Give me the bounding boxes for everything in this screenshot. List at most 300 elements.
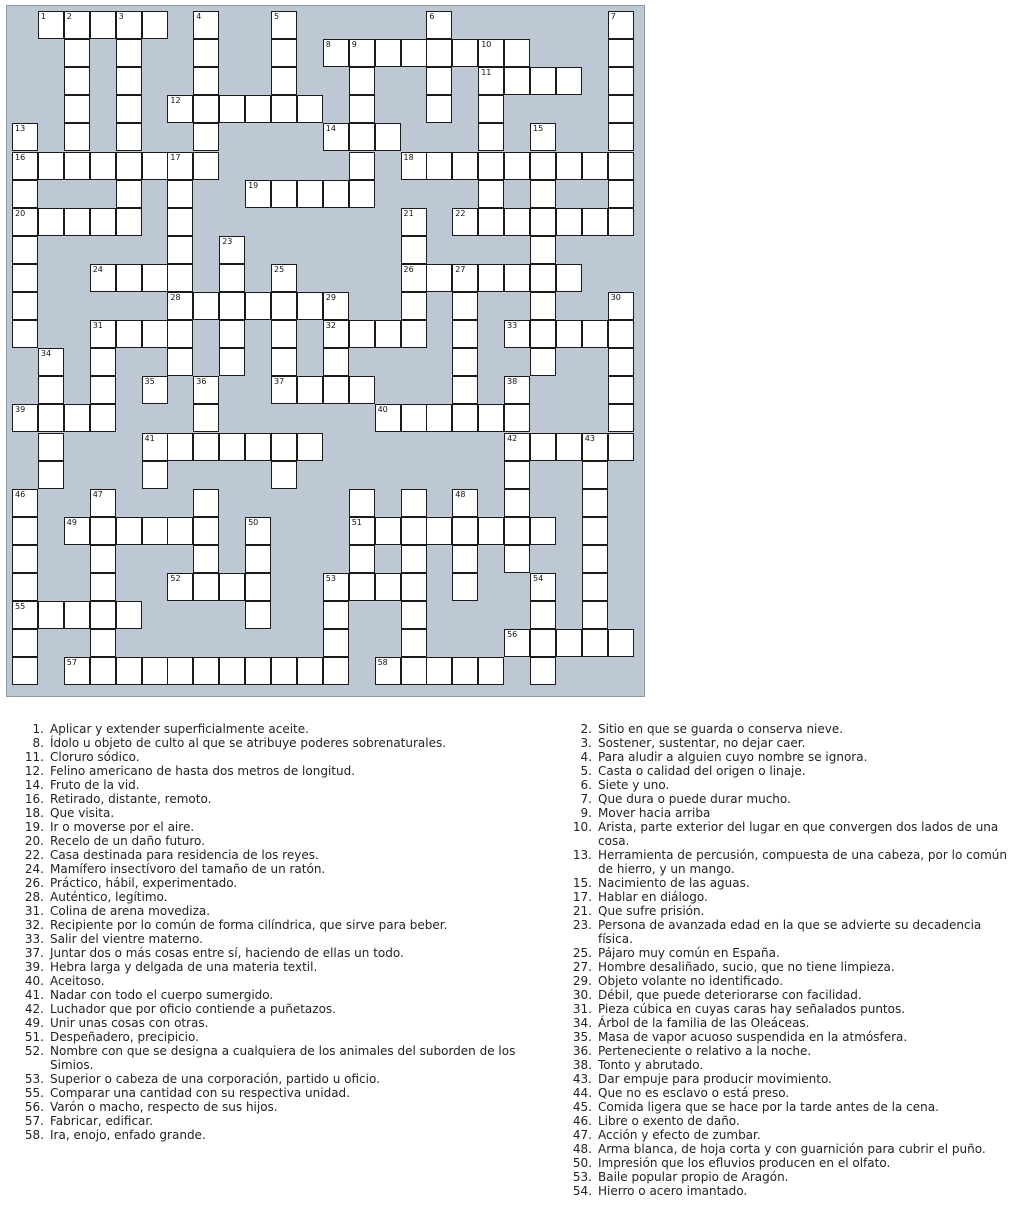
grid-cell[interactable]: [582, 573, 608, 601]
grid-cell[interactable]: [608, 39, 634, 67]
grid-cell[interactable]: [401, 264, 427, 292]
grid-cell[interactable]: [323, 573, 349, 601]
grid-cell[interactable]: [349, 517, 375, 545]
grid-cell[interactable]: [375, 517, 401, 545]
grid-cell[interactable]: [167, 517, 193, 545]
clue-text: Comparar una cantidad con su respectiva unidad.: [50, 1086, 350, 1100]
grid-cell[interactable]: [219, 348, 245, 376]
grid-cell[interactable]: [90, 629, 116, 657]
grid-cell[interactable]: [64, 67, 90, 95]
grid-cell[interactable]: [608, 67, 634, 95]
grid-cell[interactable]: [582, 461, 608, 489]
grid-cell[interactable]: [426, 404, 452, 432]
grid-cell[interactable]: [90, 348, 116, 376]
grid-cell[interactable]: [582, 601, 608, 629]
grid-cell[interactable]: [478, 95, 504, 123]
grid-cell[interactable]: [90, 517, 116, 545]
grid-cell[interactable]: [452, 348, 478, 376]
grid-cell[interactable]: [556, 264, 582, 292]
grid-cell[interactable]: [530, 433, 556, 461]
grid-cell[interactable]: [375, 573, 401, 601]
grid-cell[interactable]: [478, 657, 504, 685]
grid-cell[interactable]: [401, 292, 427, 320]
clue-number: 13.: [572, 848, 592, 862]
grid-cell[interactable]: [582, 152, 608, 180]
grid-cell[interactable]: [478, 404, 504, 432]
cell-number: 14: [325, 124, 336, 134]
grid-cell[interactable]: [271, 657, 297, 685]
grid-cell[interactable]: [142, 152, 168, 180]
grid-cell[interactable]: [530, 601, 556, 629]
grid-cell[interactable]: [142, 461, 168, 489]
grid-cell[interactable]: [271, 39, 297, 67]
grid-cell[interactable]: [582, 489, 608, 517]
grid-cell[interactable]: [556, 433, 582, 461]
grid-cell[interactable]: [116, 95, 142, 123]
grid-cell[interactable]: [64, 123, 90, 151]
grid-cell[interactable]: [452, 489, 478, 517]
grid-cell[interactable]: [271, 376, 297, 404]
grid-cell[interactable]: [12, 517, 38, 545]
grid-cell[interactable]: [193, 404, 219, 432]
grid-cell[interactable]: [38, 461, 64, 489]
grid-cell[interactable]: [116, 123, 142, 151]
grid-cell[interactable]: [64, 601, 90, 629]
grid-cell[interactable]: [452, 292, 478, 320]
grid-cell[interactable]: [297, 292, 323, 320]
grid-cell[interactable]: [349, 545, 375, 573]
grid-cell[interactable]: [478, 39, 504, 67]
grid-cell[interactable]: [90, 657, 116, 685]
grid-cell[interactable]: [116, 517, 142, 545]
grid-cell[interactable]: [478, 123, 504, 151]
grid-cell[interactable]: [245, 573, 271, 601]
grid-cell[interactable]: [271, 180, 297, 208]
grid-cell[interactable]: [193, 11, 219, 39]
grid-cell[interactable]: [245, 95, 271, 123]
grid-cell[interactable]: [12, 629, 38, 657]
grid-cell[interactable]: [401, 152, 427, 180]
grid-cell[interactable]: [116, 11, 142, 39]
grid-cell[interactable]: [271, 95, 297, 123]
grid-cell[interactable]: [142, 11, 168, 39]
grid-cell[interactable]: [64, 404, 90, 432]
grid-cell[interactable]: [582, 545, 608, 573]
grid-cell[interactable]: [426, 152, 452, 180]
grid-cell[interactable]: [142, 657, 168, 685]
grid-cell[interactable]: [167, 573, 193, 601]
grid-cell[interactable]: [38, 208, 64, 236]
grid-cell[interactable]: [193, 545, 219, 573]
grid-cell[interactable]: [219, 657, 245, 685]
grid-cell[interactable]: [219, 320, 245, 348]
grid-cell[interactable]: [401, 601, 427, 629]
grid-cell[interactable]: [452, 573, 478, 601]
grid-cell[interactable]: [426, 264, 452, 292]
grid-cell[interactable]: [530, 208, 556, 236]
grid-cell[interactable]: [349, 320, 375, 348]
grid-cell[interactable]: [12, 320, 38, 348]
clue-number: 48.: [572, 1142, 592, 1156]
grid-cell[interactable]: [323, 320, 349, 348]
grid-cell[interactable]: [323, 348, 349, 376]
grid-cell[interactable]: [12, 236, 38, 264]
grid-cell[interactable]: [530, 348, 556, 376]
grid-cell[interactable]: [64, 152, 90, 180]
grid-cell[interactable]: [504, 208, 530, 236]
grid-cell[interactable]: [12, 123, 38, 151]
grid-cell[interactable]: [116, 152, 142, 180]
grid-cell[interactable]: [142, 433, 168, 461]
grid-cell[interactable]: [556, 629, 582, 657]
grid-cell[interactable]: [271, 348, 297, 376]
grid-cell[interactable]: [349, 67, 375, 95]
grid-cell[interactable]: [608, 11, 634, 39]
grid-cell[interactable]: [401, 629, 427, 657]
grid-cell[interactable]: [349, 123, 375, 151]
grid-cell[interactable]: [504, 404, 530, 432]
grid-cell[interactable]: [478, 264, 504, 292]
grid-cell[interactable]: [90, 404, 116, 432]
cell-number: 13: [15, 124, 26, 134]
grid-cell[interactable]: [608, 376, 634, 404]
grid-cell[interactable]: [64, 657, 90, 685]
clue-number: 17.: [572, 890, 592, 904]
grid-cell[interactable]: [323, 123, 349, 151]
grid-cell[interactable]: [323, 39, 349, 67]
grid-cell[interactable]: [271, 433, 297, 461]
clue-text: Nacimiento de las aguas.: [598, 876, 750, 890]
grid-cell[interactable]: [271, 320, 297, 348]
clue-text: Pájaro muy común en España.: [598, 946, 780, 960]
grid-cell[interactable]: [504, 517, 530, 545]
grid-cell[interactable]: [530, 180, 556, 208]
grid-cell[interactable]: [245, 657, 271, 685]
grid-cell[interactable]: [323, 376, 349, 404]
grid-cell[interactable]: [608, 180, 634, 208]
grid-cell[interactable]: [193, 376, 219, 404]
grid-cell[interactable]: [401, 39, 427, 67]
clue-number: 45.: [572, 1100, 592, 1114]
grid-cell[interactable]: [349, 39, 375, 67]
grid-cell[interactable]: [504, 545, 530, 573]
grid-cell[interactable]: [375, 657, 401, 685]
grid-cell[interactable]: [219, 95, 245, 123]
grid-cell[interactable]: [452, 39, 478, 67]
grid-cell[interactable]: [323, 180, 349, 208]
grid-cell[interactable]: [608, 404, 634, 432]
grid-cell[interactable]: [452, 208, 478, 236]
clue-number: 27.: [572, 960, 592, 974]
grid-cell[interactable]: [530, 573, 556, 601]
grid-cell[interactable]: [219, 264, 245, 292]
grid-cell[interactable]: [167, 320, 193, 348]
grid-cell[interactable]: [116, 320, 142, 348]
grid-cell[interactable]: [478, 152, 504, 180]
grid-cell[interactable]: [90, 264, 116, 292]
grid-cell[interactable]: [116, 67, 142, 95]
grid-cell[interactable]: [556, 208, 582, 236]
grid-cell[interactable]: [608, 433, 634, 461]
grid-cell[interactable]: [504, 461, 530, 489]
grid-cell[interactable]: [556, 320, 582, 348]
grid-cell[interactable]: [12, 573, 38, 601]
grid-cell[interactable]: [271, 461, 297, 489]
grid-cell[interactable]: [142, 320, 168, 348]
grid-cell[interactable]: [38, 348, 64, 376]
grid-cell[interactable]: [608, 152, 634, 180]
grid-cell[interactable]: [297, 180, 323, 208]
grid-cell[interactable]: [167, 236, 193, 264]
grid-cell[interactable]: [12, 264, 38, 292]
grid-cell[interactable]: [401, 489, 427, 517]
grid-cell[interactable]: [297, 376, 323, 404]
down-clue: [562, 974, 1012, 988]
grid-cell[interactable]: [271, 11, 297, 39]
grid-cell[interactable]: [12, 208, 38, 236]
grid-cell[interactable]: [504, 376, 530, 404]
grid-cell[interactable]: [349, 489, 375, 517]
grid-cell[interactable]: [245, 292, 271, 320]
grid-cell[interactable]: [349, 573, 375, 601]
grid-cell[interactable]: [193, 489, 219, 517]
grid-cell[interactable]: [90, 11, 116, 39]
grid-cell[interactable]: [323, 629, 349, 657]
grid-cell[interactable]: [452, 657, 478, 685]
grid-cell[interactable]: [193, 67, 219, 95]
grid-cell[interactable]: [452, 152, 478, 180]
grid-cell[interactable]: [401, 545, 427, 573]
grid-cell[interactable]: [167, 180, 193, 208]
grid-cell[interactable]: [90, 208, 116, 236]
grid-cell[interactable]: [426, 39, 452, 67]
grid-cell[interactable]: [504, 152, 530, 180]
grid-cell[interactable]: [297, 433, 323, 461]
grid-cell[interactable]: [608, 123, 634, 151]
down-clue: [562, 988, 1012, 1002]
grid-cell[interactable]: [452, 517, 478, 545]
grid-cell[interactable]: [12, 489, 38, 517]
grid-cell[interactable]: [582, 208, 608, 236]
grid-cell[interactable]: [478, 67, 504, 95]
grid-cell[interactable]: [426, 67, 452, 95]
grid-cell[interactable]: [608, 348, 634, 376]
grid-cell[interactable]: [142, 517, 168, 545]
clue-text: Ídolo u objeto de culto al que se atribuye poderes sobrenaturales.: [50, 736, 447, 750]
grid-cell[interactable]: [38, 376, 64, 404]
grid-cell[interactable]: [530, 264, 556, 292]
grid-cell[interactable]: [530, 236, 556, 264]
grid-cell[interactable]: [90, 573, 116, 601]
grid-cell[interactable]: [530, 152, 556, 180]
grid-cell[interactable]: [90, 489, 116, 517]
grid-cell[interactable]: [193, 433, 219, 461]
grid-cell[interactable]: [504, 489, 530, 517]
grid-cell[interactable]: [608, 208, 634, 236]
grid-cell[interactable]: [426, 657, 452, 685]
grid-cell[interactable]: [12, 545, 38, 573]
grid-cell[interactable]: [116, 39, 142, 67]
grid-cell[interactable]: [530, 292, 556, 320]
grid-cell[interactable]: [401, 404, 427, 432]
grid-cell[interactable]: [64, 517, 90, 545]
grid-cell[interactable]: [530, 629, 556, 657]
grid-cell[interactable]: [375, 404, 401, 432]
grid-cell[interactable]: [608, 320, 634, 348]
grid-cell[interactable]: [193, 657, 219, 685]
grid-cell[interactable]: [193, 39, 219, 67]
grid-cell[interactable]: [349, 180, 375, 208]
grid-cell[interactable]: [426, 11, 452, 39]
grid-cell[interactable]: [375, 123, 401, 151]
grid-cell[interactable]: [167, 95, 193, 123]
cell-number: 54: [533, 574, 544, 583]
grid-cell[interactable]: [12, 152, 38, 180]
grid-cell[interactable]: [245, 517, 271, 545]
grid-cell[interactable]: [116, 180, 142, 208]
grid-cell[interactable]: [375, 39, 401, 67]
grid-cell[interactable]: [401, 573, 427, 601]
grid-cell[interactable]: [608, 292, 634, 320]
across-clues-list: [14, 722, 534, 1142]
clue-text: Varón o macho, respecto de sus hijos.: [50, 1100, 278, 1114]
grid-cell[interactable]: [608, 95, 634, 123]
grid-cell[interactable]: [401, 236, 427, 264]
grid-cell[interactable]: [12, 601, 38, 629]
grid-cell[interactable]: [90, 320, 116, 348]
grid-cell[interactable]: [323, 601, 349, 629]
grid-cell[interactable]: [530, 67, 556, 95]
grid-cell[interactable]: [64, 208, 90, 236]
grid-cell[interactable]: [219, 292, 245, 320]
grid-cell[interactable]: [401, 657, 427, 685]
grid-cell[interactable]: [167, 657, 193, 685]
grid-cell[interactable]: [90, 545, 116, 573]
grid-cell[interactable]: [608, 629, 634, 657]
grid-cell[interactable]: [38, 433, 64, 461]
grid-cell[interactable]: [323, 657, 349, 685]
grid-cell[interactable]: [193, 517, 219, 545]
grid-cell[interactable]: [38, 11, 64, 39]
grid-cell[interactable]: [452, 320, 478, 348]
grid-cell[interactable]: [297, 657, 323, 685]
grid-cell[interactable]: [504, 67, 530, 95]
grid-cell[interactable]: [349, 152, 375, 180]
grid-cell[interactable]: [193, 123, 219, 151]
grid-cell[interactable]: [582, 433, 608, 461]
grid-cell[interactable]: [504, 629, 530, 657]
clue-number: 40.: [24, 974, 44, 988]
grid-cell[interactable]: [556, 67, 582, 95]
grid-cell[interactable]: [504, 433, 530, 461]
grid-cell[interactable]: [167, 208, 193, 236]
grid-cell[interactable]: [38, 404, 64, 432]
grid-cell[interactable]: [167, 348, 193, 376]
grid-cell[interactable]: [116, 264, 142, 292]
grid-cell[interactable]: [478, 517, 504, 545]
grid-cell[interactable]: [375, 320, 401, 348]
grid-cell[interactable]: [90, 376, 116, 404]
grid-cell[interactable]: [142, 264, 168, 292]
grid-cell[interactable]: [167, 433, 193, 461]
grid-cell[interactable]: [452, 264, 478, 292]
grid-cell[interactable]: [426, 95, 452, 123]
grid-cell[interactable]: [193, 573, 219, 601]
down-clues-list: [562, 722, 1012, 1198]
grid-cell[interactable]: [530, 123, 556, 151]
grid-cell[interactable]: [38, 601, 64, 629]
grid-cell[interactable]: [530, 517, 556, 545]
grid-cell[interactable]: [167, 264, 193, 292]
grid-cell[interactable]: [64, 95, 90, 123]
grid-cell[interactable]: [245, 545, 271, 573]
grid-cell[interactable]: [193, 95, 219, 123]
grid-cell[interactable]: [64, 11, 90, 39]
grid-cell[interactable]: [167, 152, 193, 180]
grid-cell[interactable]: [582, 629, 608, 657]
grid-cell[interactable]: [556, 152, 582, 180]
grid-cell[interactable]: [12, 657, 38, 685]
grid-cell[interactable]: [452, 545, 478, 573]
grid-cell[interactable]: [582, 517, 608, 545]
grid-cell[interactable]: [12, 292, 38, 320]
grid-cell[interactable]: [478, 208, 504, 236]
grid-cell[interactable]: [401, 320, 427, 348]
grid-cell[interactable]: [90, 601, 116, 629]
grid-cell[interactable]: [426, 517, 452, 545]
grid-cell[interactable]: [504, 264, 530, 292]
grid-cell[interactable]: [245, 601, 271, 629]
grid-cell[interactable]: [452, 404, 478, 432]
grid-cell[interactable]: [193, 152, 219, 180]
grid-cell[interactable]: [401, 517, 427, 545]
across-clue: [14, 1114, 534, 1128]
grid-cell[interactable]: [401, 208, 427, 236]
grid-cell[interactable]: [349, 95, 375, 123]
grid-cell[interactable]: [64, 39, 90, 67]
grid-cell[interactable]: [530, 320, 556, 348]
grid-cell[interactable]: [90, 152, 116, 180]
grid-cell[interactable]: [167, 292, 193, 320]
across-clue: [14, 834, 534, 848]
grid-cell[interactable]: [12, 404, 38, 432]
grid-cell[interactable]: [116, 601, 142, 629]
grid-cell[interactable]: [504, 39, 530, 67]
grid-cell[interactable]: [582, 320, 608, 348]
grid-cell[interactable]: [323, 292, 349, 320]
grid-cell[interactable]: [297, 95, 323, 123]
grid-cell[interactable]: [245, 180, 271, 208]
grid-cell[interactable]: [219, 573, 245, 601]
grid-cell[interactable]: [478, 180, 504, 208]
grid-cell[interactable]: [271, 264, 297, 292]
grid-cell[interactable]: [116, 208, 142, 236]
grid-cell[interactable]: [12, 180, 38, 208]
grid-cell[interactable]: [245, 433, 271, 461]
grid-cell[interactable]: [219, 236, 245, 264]
grid-cell[interactable]: [271, 292, 297, 320]
grid-cell[interactable]: [219, 433, 245, 461]
grid-cell[interactable]: [193, 292, 219, 320]
grid-cell[interactable]: [116, 657, 142, 685]
grid-cell[interactable]: [530, 657, 556, 685]
grid-cell[interactable]: [349, 376, 375, 404]
grid-cell[interactable]: [452, 376, 478, 404]
grid-cell[interactable]: [271, 67, 297, 95]
grid-cell[interactable]: [142, 376, 168, 404]
grid-cell[interactable]: [504, 320, 530, 348]
grid-cell[interactable]: [38, 152, 64, 180]
